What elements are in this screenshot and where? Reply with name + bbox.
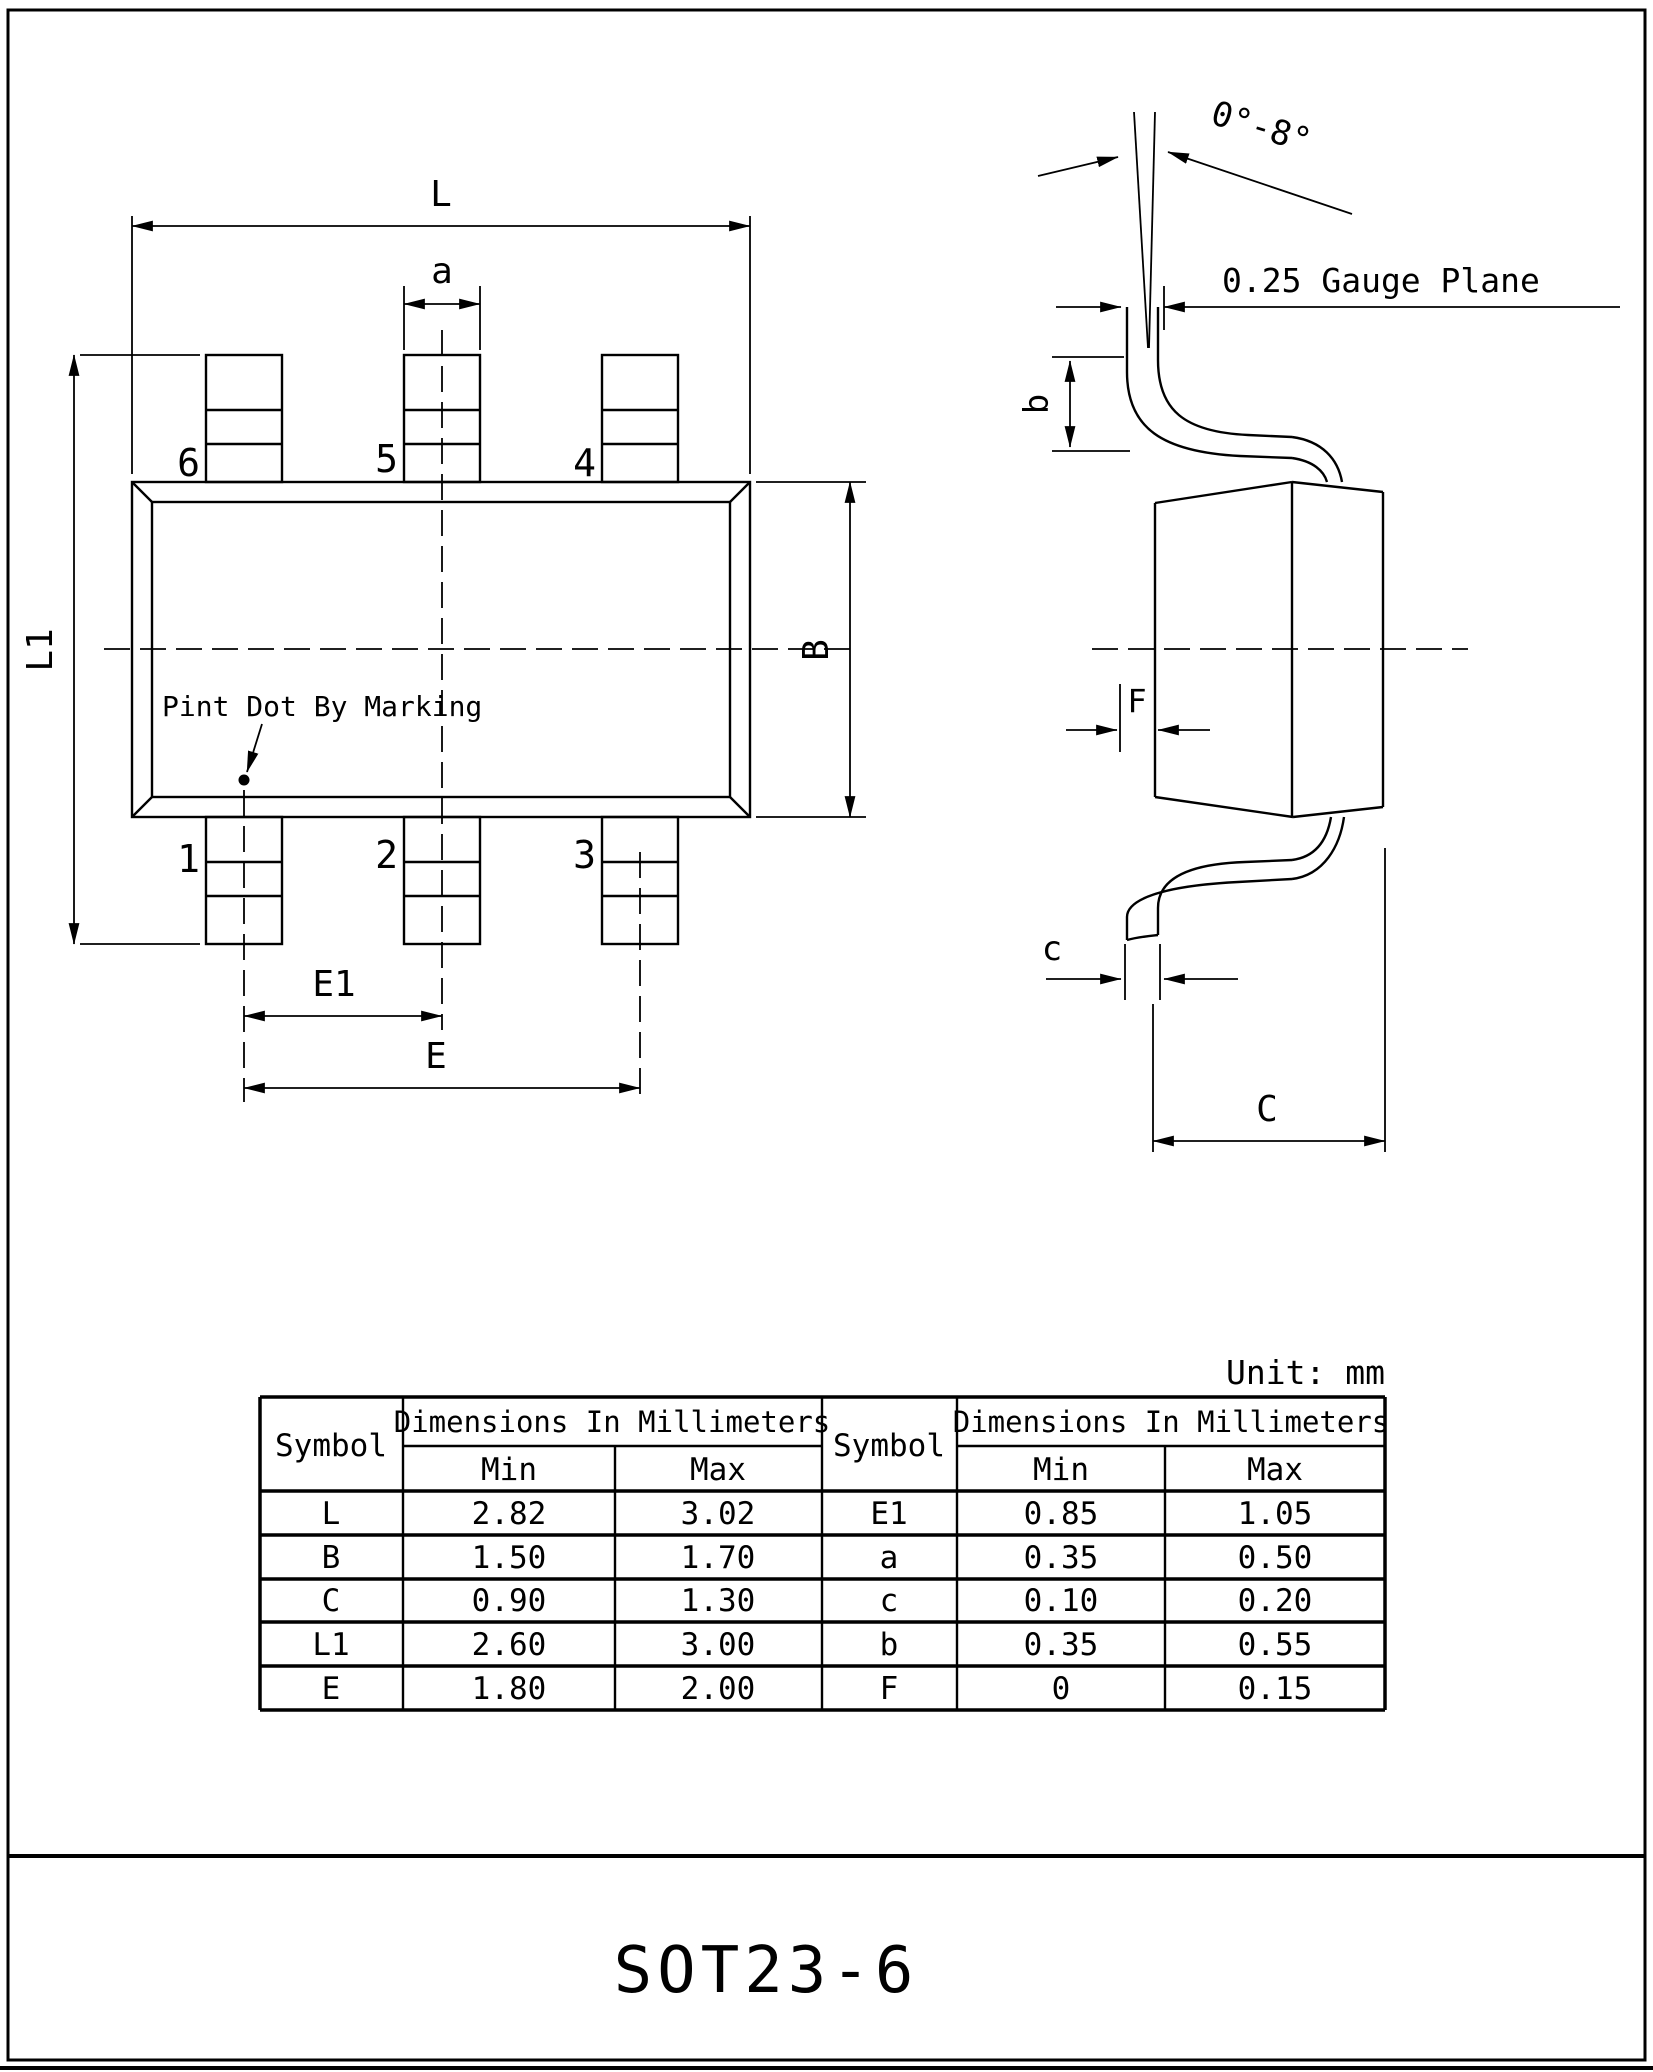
dim-label-B: B [796,639,837,661]
cell-min: 0.90 [471,1583,547,1619]
marking-note-text: Pint Dot By Marking [162,690,483,723]
dims-header-left: Dimensions In Millimeters [393,1405,831,1439]
pin-4 [602,355,678,482]
table-row [880,1540,1313,1576]
dim-c [1042,929,1238,1000]
unit-label: Unit: mm [1226,1353,1385,1392]
pin-label-5: 5 [375,437,398,481]
dimensions-table [260,1397,1389,1710]
dim-b [1017,357,1130,451]
cell-symbol: F [879,1671,899,1707]
table-row [322,1496,756,1532]
top-lead [1127,307,1342,482]
dim-label-C: C [1256,1089,1278,1130]
dim-C [1153,848,1385,1152]
pin-6 [206,355,282,482]
cell-symbol: B [321,1540,341,1576]
table-row [880,1583,1313,1619]
cell-max: 1.70 [680,1540,756,1576]
dim-E [244,1036,640,1088]
dim-label-E1: E1 [312,964,356,1005]
dim-label-b: b [1017,393,1057,415]
table-row [880,1671,1313,1707]
gauge-plane-annotation [1056,261,1620,330]
cell-max: 3.00 [680,1627,756,1663]
symbol-header-right: Symbol [833,1428,945,1464]
table-row [312,1627,755,1663]
pin-label-4: 4 [573,441,596,485]
cell-max: 0.55 [1237,1627,1313,1663]
cell-symbol: E1 [870,1496,908,1532]
cell-max: 3.02 [680,1496,756,1532]
table-row [322,1583,756,1619]
cell-symbol: c [879,1583,899,1619]
dim-label-L1: L1 [20,628,61,672]
cell-min: 0.35 [1023,1627,1099,1663]
symbol-header-left: Symbol [275,1428,387,1464]
top-view [20,174,866,1102]
lead-angle-annotation [1038,93,1352,348]
pin-label-2: 2 [375,833,398,877]
side-view [1017,93,1620,1152]
cell-symbol: E [321,1671,341,1707]
cell-symbol: L [321,1496,341,1532]
page-title: SOT23-6 [613,1934,919,2008]
pin-label-1: 1 [177,837,200,881]
bottom-lead [1127,817,1344,940]
pin-label-6: 6 [177,441,200,485]
gauge-plane-label: 0.25 Gauge Plane [1222,261,1540,300]
pin-label-3: 3 [573,833,596,877]
max-header-right: Max [1247,1452,1303,1488]
dim-label-E: E [425,1036,447,1077]
cell-max: 0.20 [1237,1583,1313,1619]
cell-min: 0.85 [1023,1496,1099,1532]
dim-label-c: c [1041,929,1063,969]
dim-label-L: L [430,174,452,215]
cell-min: 1.80 [471,1671,547,1707]
cell-symbol: b [879,1627,899,1663]
dim-label-a: a [431,251,453,292]
min-header-right: Min [1033,1452,1089,1488]
table-row [870,1496,1312,1532]
angle-label: 0°-8° [1206,93,1317,162]
pin1-marking-note [162,690,482,786]
cell-min: 0.35 [1023,1540,1099,1576]
cell-min: 2.82 [471,1496,547,1532]
cell-min: 0 [1051,1671,1071,1707]
cell-max: 0.50 [1237,1540,1313,1576]
dim-L [132,174,750,474]
cell-symbol: a [879,1540,899,1576]
table-row [322,1540,756,1576]
dim-F [1066,682,1210,752]
table-row [880,1627,1313,1663]
cell-max: 1.30 [680,1583,756,1619]
dim-label-F: F [1127,682,1147,720]
cell-max: 2.00 [680,1671,756,1707]
cell-symbol: L1 [312,1627,350,1663]
cell-min: 0.10 [1023,1583,1099,1619]
cell-min: 2.60 [471,1627,547,1663]
table-row [322,1671,756,1707]
cell-max: 1.05 [1237,1496,1313,1532]
max-header-left: Max [690,1452,746,1488]
dim-E1 [244,964,442,1016]
cell-min: 1.50 [471,1540,547,1576]
dims-header-right: Dimensions In Millimeters [952,1405,1390,1439]
cell-max: 0.15 [1237,1671,1313,1707]
cell-symbol: C [321,1583,341,1619]
min-header-left: Min [481,1452,537,1488]
pin1-dot [239,775,250,786]
sheet-frame [0,10,1653,2068]
